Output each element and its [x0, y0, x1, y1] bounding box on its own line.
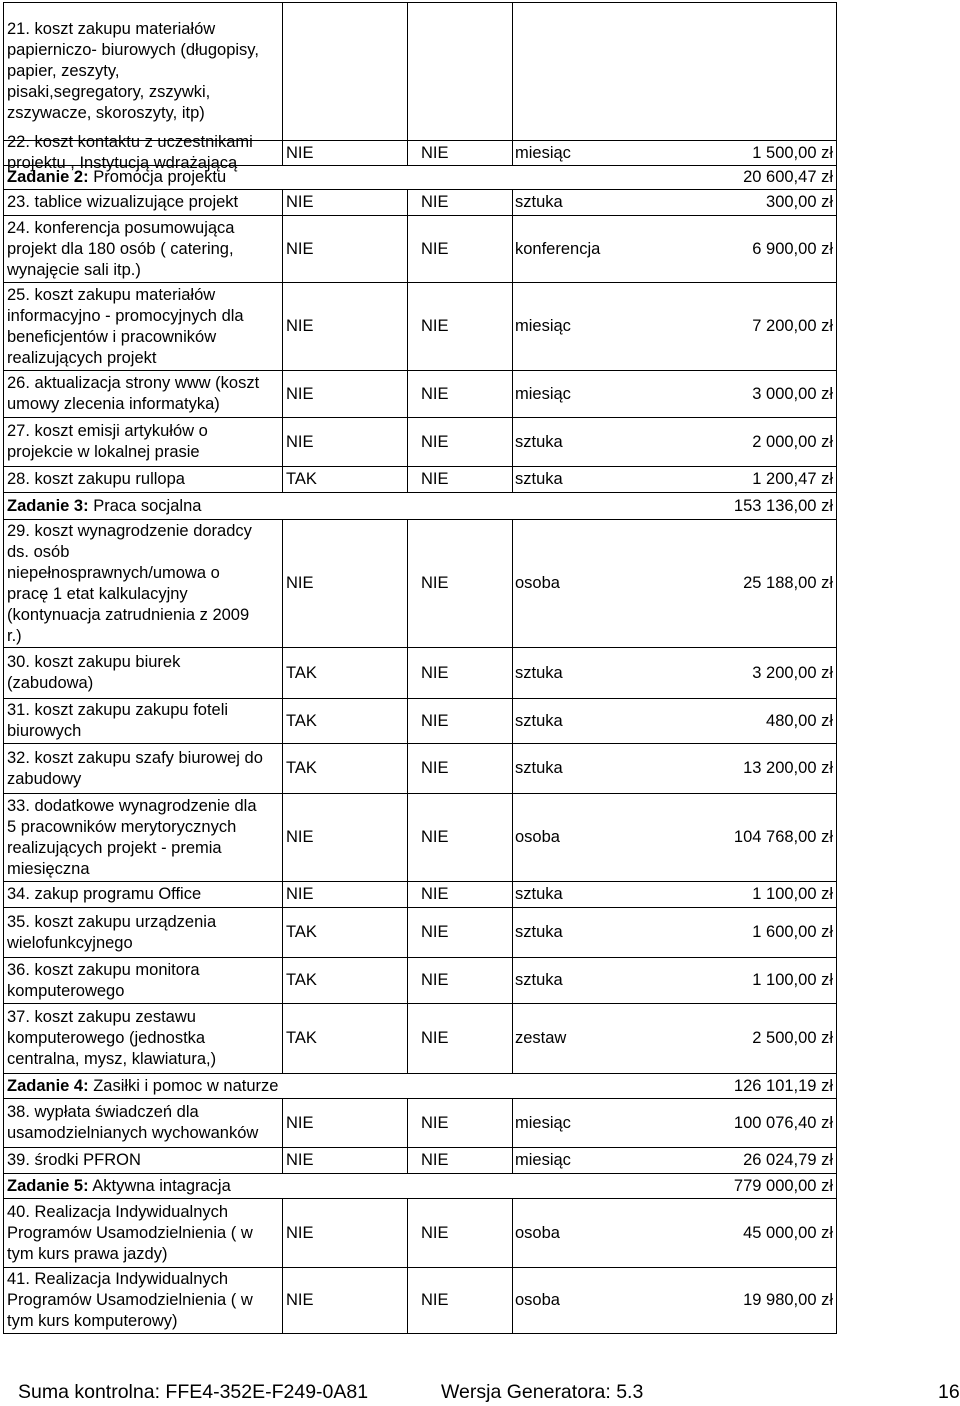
flag: NIE [421, 923, 449, 941]
table-row [4, 282, 836, 370]
flag: NIE [421, 1113, 449, 1132]
amount: 45 000,00 zł [743, 1223, 833, 1242]
table-row [4, 881, 836, 907]
eligible-flag: NIE [286, 574, 314, 592]
item-description: 21. koszt zakupu materiałów papierniczo- biurowych (długopisy, papier, zeszyty, pisaki,segregatory, zszywki, zszywacze, skoroszyty, itp) [7, 20, 259, 122]
flag [421, 1074, 511, 1098]
item-description: 29. koszt wynagrodzenie doradcy ds. osób niepełnosprawnych/umowa o pracę 1 etat kalkulacyjny (kontynuacja zatrudnienia z 2009 r.) [7, 521, 252, 645]
eligible-flag: NIE [286, 1291, 314, 1309]
amount: 25 188,00 zł [743, 574, 833, 592]
item-description: 40. Realizacja Indywidualnych Programów Usamodzielnienia ( w tym kurs prawa jazdy) [7, 1202, 253, 1263]
unit-of-measure: sztuka [515, 432, 563, 451]
table-row [4, 189, 836, 215]
amount: 2 500,00 zł [752, 1029, 833, 1047]
unit-of-measure [515, 1174, 655, 1198]
amount: 100 076,40 zł [733, 1113, 833, 1132]
unit-of-measure: sztuka [515, 711, 563, 730]
task-header-row [4, 492, 836, 519]
item-description: 27. koszt emisji artykułów o projekcie w lokalnej prasie [7, 422, 208, 461]
table-row [4, 1003, 836, 1073]
eligible-flag: NIE [286, 432, 314, 451]
eligible-flag: NIE [286, 1113, 314, 1132]
task-header-row [4, 1073, 836, 1098]
unit-of-measure: sztuka [515, 759, 563, 777]
flag: NIE [421, 239, 449, 258]
flag: NIE [421, 193, 449, 211]
item-description: 36. koszt zakupu monitora komputerowego [7, 960, 200, 1000]
unit-of-measure [515, 3, 655, 140]
flag [421, 166, 511, 189]
eligible-flag [286, 166, 406, 189]
eligible-flag: NIE [286, 239, 314, 258]
amount: 6 900,00 zł [752, 239, 833, 258]
unit-of-measure: sztuka [515, 923, 563, 941]
table-row [4, 957, 836, 1003]
unit-of-measure: miesiąc [515, 1151, 571, 1169]
amount: 13 200,00 zł [743, 759, 833, 777]
unit-of-measure: osoba [515, 1223, 560, 1242]
flag: NIE [421, 1223, 449, 1242]
budget-table [3, 2, 837, 1334]
unit-of-measure: miesiąc [515, 143, 571, 162]
flag: NIE [421, 711, 449, 730]
eligible-flag [286, 1074, 406, 1098]
unit-of-measure: sztuka [515, 885, 563, 903]
unit-of-measure: sztuka [515, 470, 563, 488]
item-description: 25. koszt zakupu materiałów informacyjno - promocyjnych dla beneficjentów i pracowników realizujących projekt [7, 285, 244, 367]
amount: 3 200,00 zł [752, 663, 833, 682]
flag: NIE [421, 1151, 449, 1169]
amount: 779 000,00 zł [733, 1176, 833, 1195]
amount: 480,00 zł [766, 711, 833, 730]
eligible-flag: TAK [286, 1029, 317, 1047]
eligible-flag: NIE [286, 317, 314, 335]
flag: NIE [421, 885, 449, 903]
unit-of-measure: osoba [515, 1291, 560, 1309]
item-description: Zadanie 4: Zasiłki i pomoc w naturze [7, 1076, 279, 1095]
unit-of-measure: zestaw [515, 1029, 567, 1047]
item-description: Zadanie 5: Aktywna intagracja [7, 1176, 231, 1195]
amount: 1 600,00 zł [752, 923, 833, 941]
eligible-flag: TAK [286, 759, 317, 777]
item-description: 41. Realizacja Indywidualnych Programów Usamodzielnienia ( w tym kurs komputerowy) [7, 1270, 253, 1330]
table-row [4, 1098, 836, 1147]
unit-of-measure: miesiąc [515, 384, 571, 403]
amount: 26 024,79 zł [743, 1151, 833, 1169]
amount: 1 100,00 zł [752, 885, 833, 903]
eligible-flag: TAK [286, 971, 317, 989]
amount [644, 3, 833, 140]
eligible-flag: NIE [286, 885, 314, 903]
amount: 19 980,00 zł [743, 1291, 833, 1309]
eligible-flag: NIE [286, 384, 314, 403]
table-row [4, 1198, 836, 1267]
unit-of-measure: sztuka [515, 193, 563, 211]
item-description: 37. koszt zakupu zestawu komputerowego (jednostka centralna, mysz, klawiatura,) [7, 1008, 217, 1068]
eligible-flag: NIE [286, 1151, 314, 1169]
amount: 126 101,19 zł [733, 1076, 833, 1095]
amount: 20 600,47 zł [743, 168, 833, 186]
table-row [4, 743, 836, 793]
eligible-flag: TAK [286, 923, 317, 941]
item-description: 34. zakup programu Office [7, 885, 202, 903]
amount: 2 000,00 zł [752, 432, 833, 451]
unit-of-measure: miesiąc [515, 1113, 571, 1132]
page-footer [18, 1380, 960, 1406]
table-row [4, 466, 836, 492]
item-description: 38. wypłata świadczeń dla usamodzielnianych wychowanków [7, 1103, 259, 1142]
item-description: 28. koszt zakupu rullopa [7, 470, 185, 488]
item-description: 35. koszt zakupu urządzenia wielofunkcyjnego [7, 912, 217, 952]
eligible-flag [286, 493, 406, 519]
item-description: 32. koszt zakupu szafy biurowej do zabudowy [7, 748, 263, 788]
flag: NIE [421, 971, 449, 989]
amount: 1 200,47 zł [752, 470, 833, 488]
table-row [4, 1147, 836, 1173]
amount: 1 500,00 zł [752, 143, 833, 162]
item-description: 31. koszt zakupu zakupu foteli biurowych [7, 701, 229, 740]
eligible-flag: TAK [286, 470, 317, 488]
flag [421, 1174, 511, 1198]
eligible-flag: NIE [286, 1223, 314, 1242]
flag: NIE [421, 828, 449, 846]
flag [421, 493, 511, 519]
flag: NIE [421, 1291, 449, 1309]
flag: NIE [421, 663, 449, 682]
amount: 7 200,00 zł [752, 317, 833, 335]
unit-of-measure: sztuka [515, 971, 563, 989]
flag: NIE [421, 317, 449, 335]
unit-of-measure: miesiąc [515, 317, 571, 335]
eligible-flag: TAK [286, 663, 317, 682]
item-description: 39. środki PFRON [7, 1151, 141, 1169]
table-row [4, 133, 836, 172]
table-row [4, 647, 836, 698]
flag: NIE [421, 574, 449, 592]
unit-of-measure [515, 493, 655, 519]
item-description: Zadanie 3: Praca socjalna [7, 496, 202, 515]
checksum-text: Suma kontrolna: FFE4-352E-F249-0A81 [18, 1381, 369, 1403]
unit-of-measure: konferencja [515, 239, 601, 258]
unit-of-measure: osoba [515, 574, 560, 592]
unit-of-measure: osoba [515, 828, 560, 846]
eligible-flag: TAK [286, 711, 317, 730]
amount: 104 768,00 zł [733, 828, 833, 846]
flag: NIE [421, 384, 449, 403]
flag: NIE [421, 470, 449, 488]
flag: NIE [421, 759, 449, 777]
unit-of-measure: sztuka [515, 663, 563, 682]
flag: NIE [421, 1029, 449, 1047]
table-row [4, 793, 836, 881]
item-description: 24. konferencja posumowująca projekt dla 180 osób ( catering, wynajęcie sali itp.) [7, 218, 235, 279]
eligible-flag: NIE [286, 193, 314, 211]
amount: 1 100,00 zł [752, 971, 833, 989]
table-row [4, 519, 836, 647]
eligible-flag [286, 1174, 406, 1198]
amount: 3 000,00 zł [752, 384, 833, 403]
task-header-row [4, 1173, 836, 1198]
unit-of-measure [515, 166, 655, 189]
table-row [4, 698, 836, 743]
page-number: 16 [938, 1381, 960, 1403]
amount: 300,00 zł [766, 193, 833, 211]
flag [421, 3, 511, 140]
flag: NIE [421, 143, 449, 162]
task-header-row [4, 165, 836, 189]
eligible-flag: NIE [286, 828, 314, 846]
table-row [4, 215, 836, 282]
item-description: 23. tablice wizualizujące projekt [7, 193, 239, 211]
unit-of-measure [515, 1074, 655, 1098]
eligible-flag: NIE [286, 143, 314, 162]
item-description: Zadanie 2: Promocja projektu [7, 168, 227, 186]
flag: NIE [421, 432, 449, 451]
item-description: 33. dodatkowe wynagrodzenie dla 5 pracowników merytorycznych realizujących projekt - premia miesięczna [7, 796, 257, 878]
table-row [4, 3, 836, 140]
item-description: 26. aktualizacja strony www (koszt umowy zlecenia informatyka) [7, 374, 260, 413]
table-row [4, 370, 836, 417]
table-row [4, 1267, 836, 1333]
generator-version: Wersja Generatora: 5.3 [441, 1381, 644, 1403]
eligible-flag [286, 3, 406, 140]
item-description: 22. koszt kontaktu z uczestnikami projektu , Instytucją wdrażającą [7, 133, 253, 172]
table-row [4, 907, 836, 957]
table-row [4, 417, 836, 466]
item-description: 30. koszt zakupu biurek (zabudowa) [7, 653, 181, 692]
amount: 153 136,00 zł [733, 496, 833, 515]
